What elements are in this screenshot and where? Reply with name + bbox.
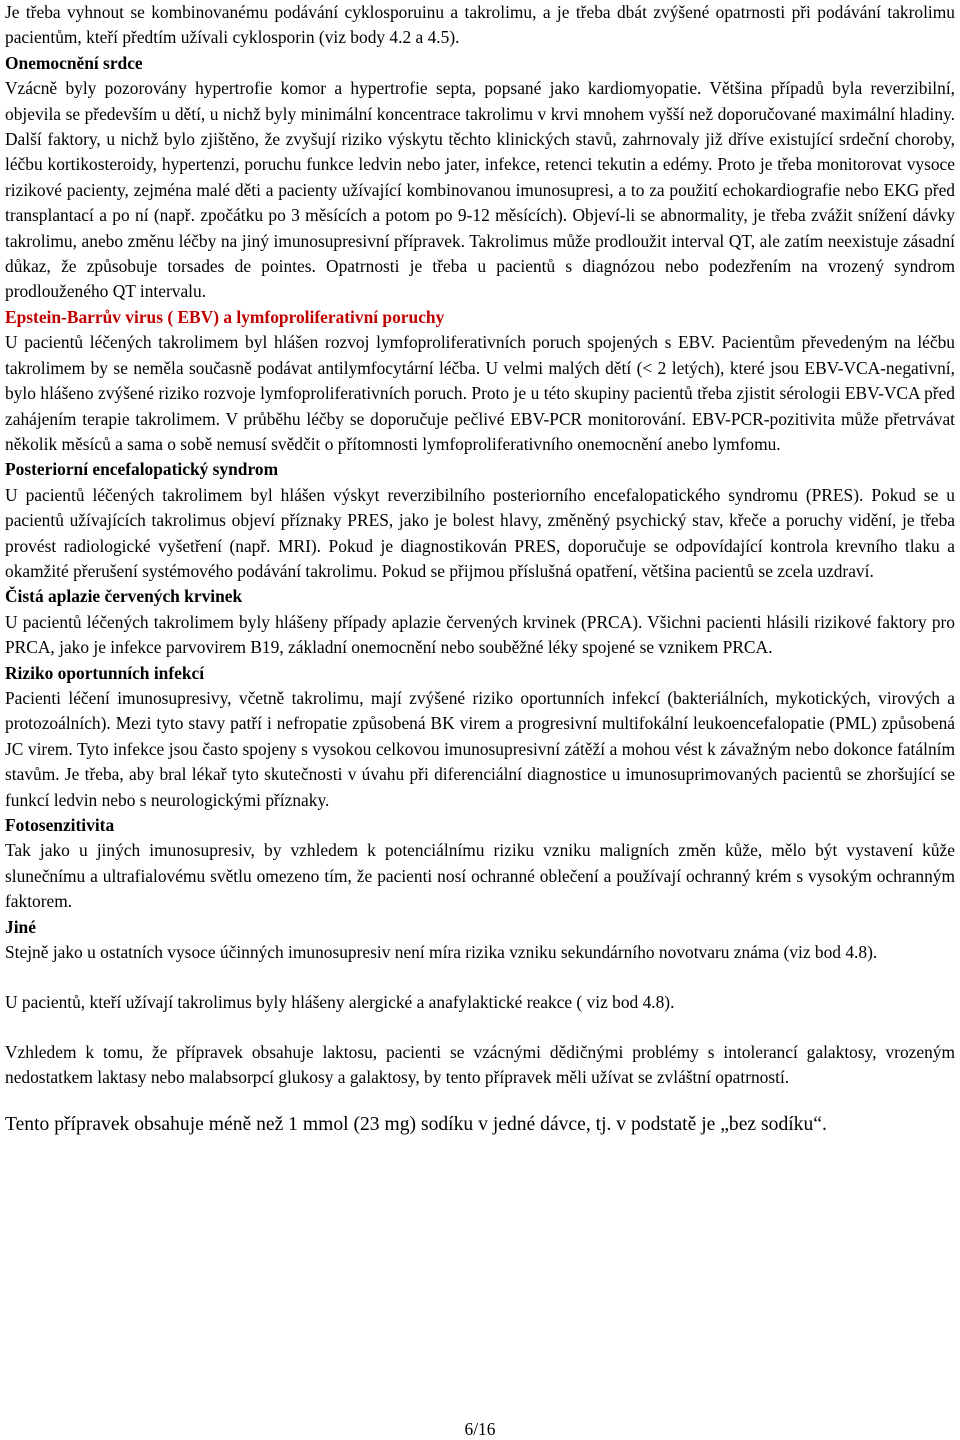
section-text-photosensitivity: Tak jako u jiných imunosupresiv, by vzhledem k potenciálnímu riziku vzniku maligních změn kůže, mělo být vystavení kůže slunečnímu a ultrafialovému světlu omezeno tím, že pacienti nosí ochranné oblečení a používají ochranný krém s vysokým ochranným faktorem.	[5, 840, 955, 912]
section-text-prca: U pacientů léčených takrolimem byly hlášeny případy aplazie červených krvinek (PRCA). Všichni pacienti hlásili rizikové faktory pro PRCA, jako je infekce parvovirem B19, základní onemocnění nebo souběžné léky spojené se vznikem PRCA.	[5, 611, 955, 658]
intro-paragraph: Je třeba vyhnout se kombinovanému podávání cyklosporuinu a takrolimu, a je třeba dbát zvýšené opatrnosti při podávání takrolimu pacientům, kteří předtím užívali cyklosporin (viz body 4.2 a 4.5).	[5, 2, 955, 48]
section-heading-photosensitivity: Fotosenzitivita	[5, 815, 115, 835]
section-text-pres: U pacientů léčených takrolimem byl hlášen výskyt reverzibilního posteriorního encefalopatického syndromu (PRES). Pokud se u pacientů užívajících takrolimus objeví příznaky PRES, jako je bolest hlavy, změněný psychický stav, křeče a poruchy vidění, je třeba provést radiologické vyšetření (např. MRI). Pokud je diagnostikován PRES, doporučuje se odpovídající kontrola krevního tlaku a okamžité přerušení systémového podávání takrolimu. Pokud se přijmou příslušná opatření, většina pacientů se zcela uzdraví.	[5, 484, 955, 581]
section-heading-heart: Onemocnění srdce	[5, 52, 143, 73]
document-page	[5, 0, 955, 1138]
section-heading-other: Jiné	[5, 916, 36, 937]
page-number: 6/16	[464, 1419, 496, 1439]
lactose-paragraph: Vzhledem k tomu, že přípravek obsahuje laktosu, pacienti se vzácnými dědičnými problémy s intolerancí galaktosy, vrozeným nedostatkem laktasy nebo malabsorpcí glukosy a galaktosy, by tento přípravek měli užívat se zvláštní opatrností.	[5, 1041, 955, 1088]
section-heading-prca: Čistá aplazie červených krvinek	[5, 586, 243, 607]
section-text-heart: Vzácně byly pozorovány hypertrofie komor a hypertrofie septa, popsané jako kardiomyopatie. Většina případů byla reverzibilní, objevila se především u dětí, u nichž byly minimální koncentrace takrolimu v krvi mnohem vyšší než doporučované maximální hladiny. Další faktory, u nichž bylo zjištěno, že zvyšují riziko výskytu těchto klinických stavů, zahrnovaly již dříve existující srdeční choroby, léčbu kortikosteroidy, hypertenzi, poruchu funkce ledvin nebo jater, infekce, retenci tekutin a edémy. Proto je třeba monitorovat vysoce rizikové pacienty, zejména malé děti a pacienty užívající kombinovanou imunosupresi, a to za použití echokardiografie nebo EKG před transplantací a po ní (např. zpočátku po 3 měsících a potom po 9-12 měsících). Objeví-li se abnormality, je třeba zvážit snížení dávky takrolimu, anebo změnu léčby na jiný imunosupresivní přípravek. Takrolimus může prodloužit interval QT, ale zatím neexistuje zásadní důkaz, že způsobuje torsades de pointes. Opatrnosti je třeba u pacientů s diagnózou nebo podezřením na vrozený syndrom prodlouženého QT intervalu.	[5, 78, 955, 302]
section-text-infections: Pacienti léčení imunosupresivy, včetně takrolimu, mají zvýšené riziko oportunních infekcí (bakteriálních, mykotických, virových a protozoálních). Mezi tyto stavy patří i nefropatie způsobená BK virem a progresivní multifokální leukoencefalopatie (PML) způsobená JC virem. Tyto infekce jsou často spojeny s vysokou celkovou imunosupresivní zátěží a mohou vést k závažným nebo dokonce fatálním stavům. Je třeba, aby bral lékař tyto skutečnosti v úvahu při diferenciální diagnostice u imunosuprimovaných pacientů se zhoršující se funkcí ledvin nebo s neurologickými příznaky.	[5, 687, 955, 810]
section-heading-pres: Posteriorní encefalopatický syndrom	[5, 459, 279, 480]
section-heading-ebv: Epstein-Barrův virus ( EBV) a lymfoproliferativní poruchy	[5, 306, 445, 327]
sodium-paragraph: Tento přípravek obsahuje méně než 1 mmol (23 mg) sodíku v jedné dávce, tj. v podstatě je „bez sodíku“.	[5, 1113, 827, 1135]
section-text-ebv: U pacientů léčených takrolimem byl hlášen rozvoj lymfoproliferativních poruch spojených s EBV. Pacientům převedeným na léčbu takrolimem by se neměla současně podávat antilymfocytární léčba. U velmi malých dětí (< 2 letých), které jsou EBV-VCA-negativní, bylo hlášeno zvýšené riziko rozvoje lymfoproliferativních poruch. Proto je u této skupiny pacientů třeba zjistit sérologii EBV-VCA před zahájením terapie takrolimem. V průběhu léčby se doporučuje pečlivé EBV-PCR monitorování. EBV-PCR-pozitivita může přetrvávat několik měsíců a sama o sobě nemusí svědčit o přítomnosti lymfoproliferativního onemocnění anebo lymfomu.	[5, 332, 955, 454]
section-text-other: Stejně jako u ostatních vysoce účinných imunosupresiv není míra rizika vzniku sekundárního novotvaru známa (viz bod 4.8).	[5, 942, 878, 963]
section-heading-infections: Riziko oportunních infekcí	[5, 662, 205, 683]
allergy-paragraph: U pacientů, kteří užívají takrolimus byly hlášeny alergické a anafylaktické reakce ( viz bod 4.8).	[5, 992, 675, 1013]
